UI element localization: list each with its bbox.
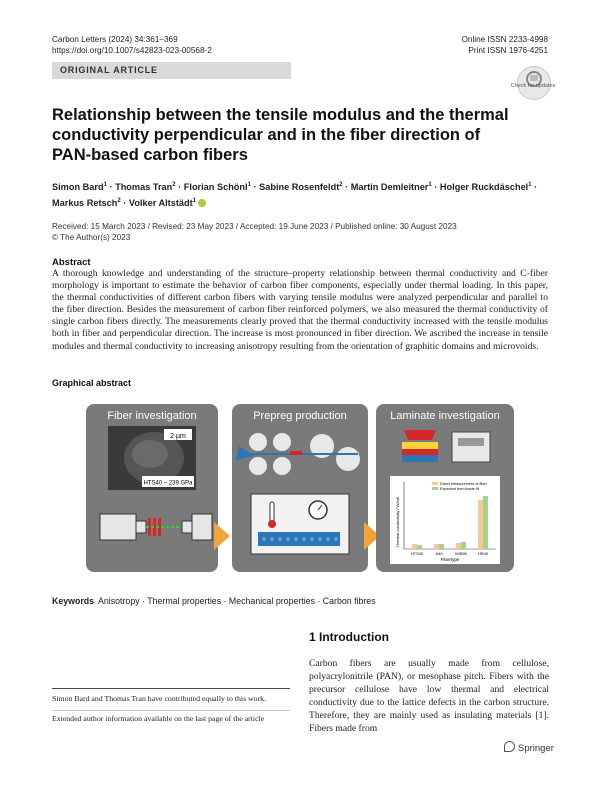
instrument-icon (452, 432, 490, 462)
footnote-author-info: Extended author information available on the last page of the article (52, 714, 265, 723)
journal-citation: Carbon Letters (2024) 34:361–369 (52, 35, 178, 44)
abstract-heading: Abstract (52, 257, 91, 268)
x-tick-a49: A49 (435, 551, 443, 556)
issn-header (462, 34, 548, 56)
arrow-1 (214, 522, 230, 550)
article-type-banner: ORIGINAL ARTICLE (52, 62, 291, 79)
x-tick-hr40: HR40 (477, 551, 489, 556)
mini-chart-xlabel: Fibertype (440, 557, 460, 562)
graphical-abstract (86, 404, 514, 572)
online-issn: Online ISSN 2233-4998 (461, 35, 548, 44)
publication-dates (52, 221, 457, 243)
article-title: Relationship between the tensile modulus and the thermal conductivity perpendicular and in the fiber direction of PAN-based carbon fibers (52, 106, 509, 164)
author[interactable]: Thomas Tran$^2$ (115, 182, 176, 193)
publisher-name: Springer (518, 743, 554, 754)
print-issn: Print ISSN 1976-4251 (468, 46, 548, 55)
orcid-icon[interactable] (198, 199, 206, 207)
copyright: © The Author(s) 2023 (52, 233, 131, 242)
scale-bar-label: 2 µm (170, 433, 186, 440)
author[interactable]: Martin Demleitner$^1$ (350, 182, 432, 193)
author[interactable]: Simon Bard$^1$ (52, 182, 107, 193)
bar-hts40-direct (412, 544, 417, 549)
springer-horse-icon (504, 741, 515, 752)
sem-label: HTS40 – 239 GPa (143, 480, 193, 487)
author-list: Simon Bard$^1$ · Thomas Tran$^2$ · Florian Schönl$^1$ · Sabine Rosenfeldt$^2$ · Martin Demleitner$^1$ · Holger Ruckdäschel$^1$ · Markus Retsch$^2$ · Volker Altstädt$^1$ (52, 182, 538, 208)
author[interactable]: Markus Retsch$^2$ (52, 197, 121, 208)
journal-header (52, 34, 212, 56)
abstract-text: A thorough knowledge and understanding of the structure–property relationship between thermal conductivity and C-fiber morphology is important to estimate the behavior of carbon fiber components, especially under thermal loading. In this paper, the thermal conductivities of different carbon fibers with varying tensile modulus were analyzed perpendicular and parallel to the fiber direction. Besides the measurement of carbon fiber reinforced polymers, we also measured the thermal conductivity of single carbon fibers directly. The measurements clearly proved that the thermal conductivity increased with the tensile modulus both in fiber and perpendicular direction. The increase is most pronounced in fiber direction. We ascribed the increase in tensile modules and thermal conductivity to increasing anisotropy resulting from the orientation of graphitic domains and microvoids. (52, 268, 548, 352)
panel-title-laminate: Laminate investigation (390, 410, 500, 422)
author[interactable]: Volker Altstädt$^1$ (128, 197, 197, 208)
keywords (52, 596, 376, 606)
keywords-list: Anisotropy · Thermal properties · Mechanical properties · Carbon fibres (98, 596, 376, 606)
x-tick-ims65: IMS65 (455, 551, 467, 556)
bar-hr40-direct (478, 500, 483, 549)
author[interactable]: Florian Schönl$^1$ (183, 182, 251, 193)
section-heading-introduction: 1 Introduction (309, 630, 389, 644)
history-dates: Received: 15 March 2023 / Revised: 23 May 2023 / Accepted: 19 June 2023 / Published online: 30 August 2023 (52, 222, 457, 231)
doi-link[interactable]: https://doi.org/10.1007/s42823-023-00568-2 (52, 46, 212, 55)
introduction-text: Carbon fibers are usually made from cellulose, polyacrylonitrile (PAN), or mesophase pitch. Fibers with the precursor cellulose have low thermal and electrical conductivity due to the lattice defects in the carbon structure. Therefore, they are mainly used as insulating materials [1]. Fibers made from (309, 658, 549, 735)
footnote-divider-2 (52, 710, 290, 711)
author[interactable]: Holger Ruckdäschel$^1$ (439, 182, 532, 193)
footnote-divider (52, 688, 290, 689)
keywords-label: Keywords (52, 596, 95, 606)
legend-direct: Direct measurement of fiber (440, 482, 487, 486)
graphical-abstract-heading: Graphical abstract (52, 378, 132, 388)
footnote-equal-contribution: Simon Bard and Thomas Tran have contributed equally to this work. (52, 694, 267, 703)
bar-hr40-expected (483, 496, 488, 549)
legend-expected: Expected from linear fit (440, 487, 479, 491)
bar-a49-expected (439, 544, 444, 549)
publisher-logo (504, 741, 554, 754)
panel-title-prepreg: Prepreg production (253, 410, 347, 422)
x-tick-hts40: HTS40 (410, 551, 424, 556)
bar-ims65-direct (456, 543, 461, 549)
panel-title-fiber: Fiber investigation (107, 410, 197, 422)
mini-chart-ylabel: Thermal conductivity / W/mK (395, 496, 400, 548)
check-updates-label: Check for updates (510, 83, 556, 89)
bar-hts40-expected (417, 545, 422, 549)
author[interactable]: Sabine Rosenfeldt$^2$ (259, 182, 343, 193)
bar-ims65-expected (461, 542, 466, 549)
bar-a49-direct (434, 544, 439, 549)
